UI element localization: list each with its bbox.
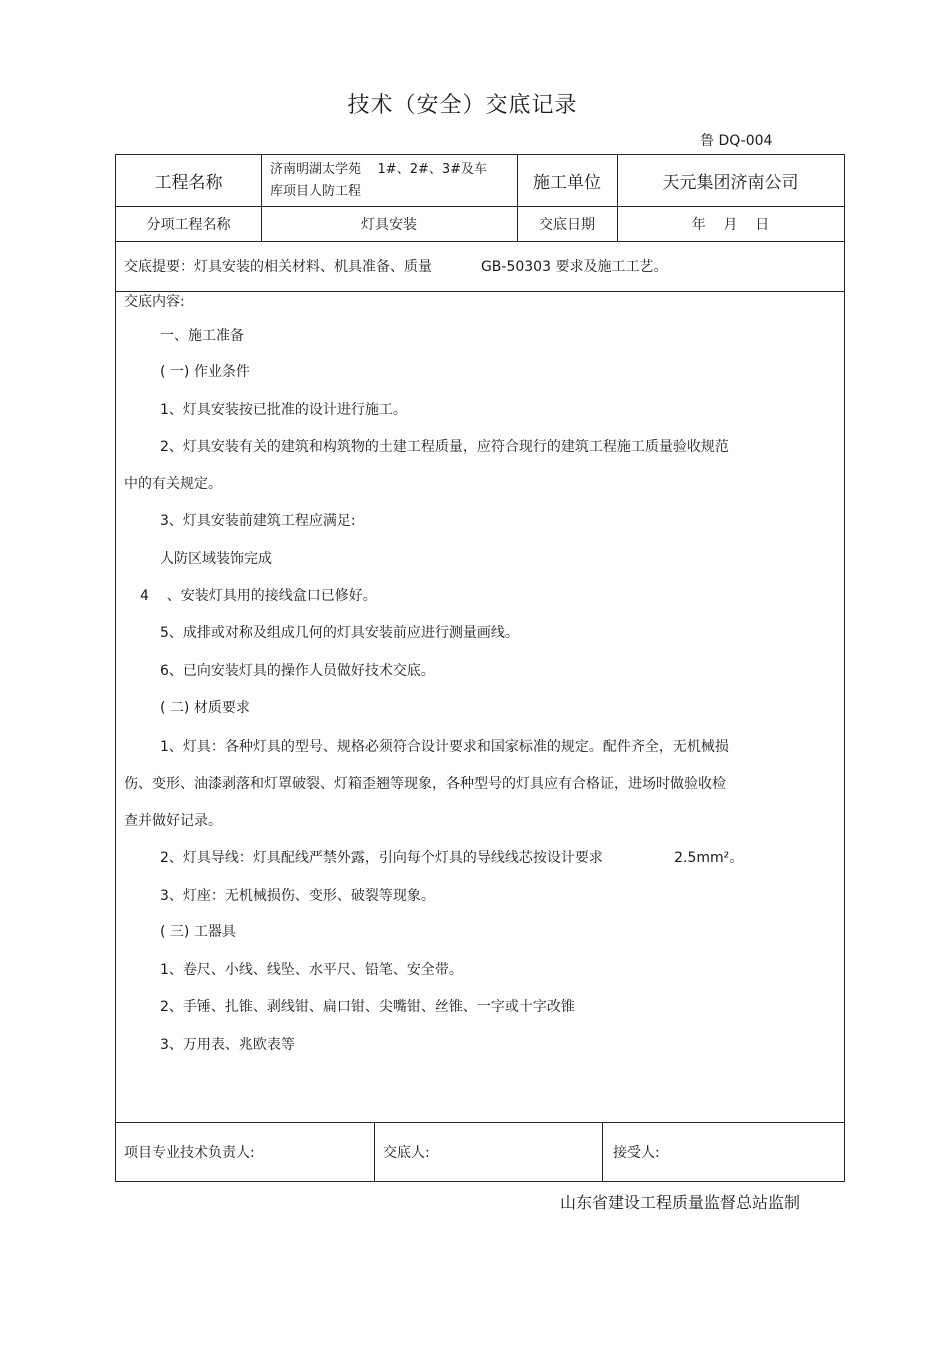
contractor-label: 施工单位 [533, 173, 601, 193]
content-line: ( 一) 作业条件 [160, 364, 250, 380]
content-line: 3、灯座：无机械损伤、变形、破裂等现象。 [160, 888, 435, 904]
content-line: 3、万用表、兆欧表等 [160, 1037, 295, 1053]
page-title: 技术（安全）交底记录 [347, 93, 578, 118]
row-divider [116, 291, 844, 292]
content-line: 2、手锤、扎锥、剥线钳、扁口钳、尖嘴钳、丝锥、一字或十字改锥 [160, 999, 575, 1015]
form-code: 鲁 DQ-004 [700, 133, 773, 149]
content-line: 1、卷尺、小线、线坠、水平尺、铅笔、安全带。 [160, 962, 463, 978]
contractor-value: 天元集团济南公司 [662, 173, 799, 193]
project-name-value [270, 155, 515, 206]
content-line: 5、成排或对称及组成几何的灯具安装前应进行测量画线。 [160, 625, 519, 641]
project-name-line: 库项目人防工程 [270, 183, 362, 199]
content-line: 一、施工准备 [160, 328, 244, 344]
content-line: 中的有关规定。 [124, 476, 222, 492]
project-name-label: 工程名称 [154, 173, 223, 193]
date-label: 交底日期 [539, 216, 595, 233]
content-line: 2、灯具安装有关的建筑和构筑物的土建工程质量，应符合现行的建筑工程施工质量验收规范 [160, 439, 729, 455]
content-line: 1、灯具安装按已批准的设计进行施工。 [160, 402, 407, 418]
col-divider [374, 1122, 375, 1182]
content-line: 1、灯具：各种灯具的型号、规格必须符合设计要求和国家标准的规定。配件齐全，无机械损 [160, 739, 729, 755]
content-heading: 交底内容: [124, 294, 185, 310]
tech-lead-label: 项目专业技术负责人: [124, 1145, 255, 1161]
col-divider [602, 1122, 603, 1182]
content-line: 查并做好记录。 [124, 813, 222, 829]
receiver-label: 接受人: [613, 1145, 660, 1161]
date-value: 年 月 日 [691, 216, 770, 233]
footer-issuer: 山东省建设工程质量监督总站监制 [560, 1193, 801, 1212]
content-line: 2、灯具导线：灯具配线严禁外露，引向每个灯具的导线线芯按设计要求 2.5mm²。 [160, 850, 744, 866]
content-line: 伤、变形、油漆剥落和灯罩破裂、灯箱歪翘等现象，各种型号的灯具应有合格证，进场时做验收检 [124, 776, 726, 792]
project-name-line: 济南明湖太学苑 1#、2#、3#及车 [270, 161, 488, 177]
content-line: ( 二) 材质要求 [160, 700, 250, 716]
content-line: 6、已向安装灯具的操作人员做好技术交底。 [160, 663, 435, 679]
sub-project-label: 分项工程名称 [146, 216, 231, 233]
content-line: ( 三) 工器具 [160, 924, 236, 940]
sub-project-value: 灯具安装 [361, 216, 417, 233]
content-line: 3、灯具安装前建筑工程应满足: [160, 513, 356, 529]
summary: 交底提要：灯具安装的相关材料、机具准备、质量 GB-50303 要求及施工工艺。 [124, 259, 668, 275]
presenter-label: 交底人: [383, 1145, 430, 1161]
content-line: 人防区域装饰完成 [160, 551, 272, 567]
content-line: 4 、安装灯具用的接线盒口已修好。 [140, 588, 377, 604]
